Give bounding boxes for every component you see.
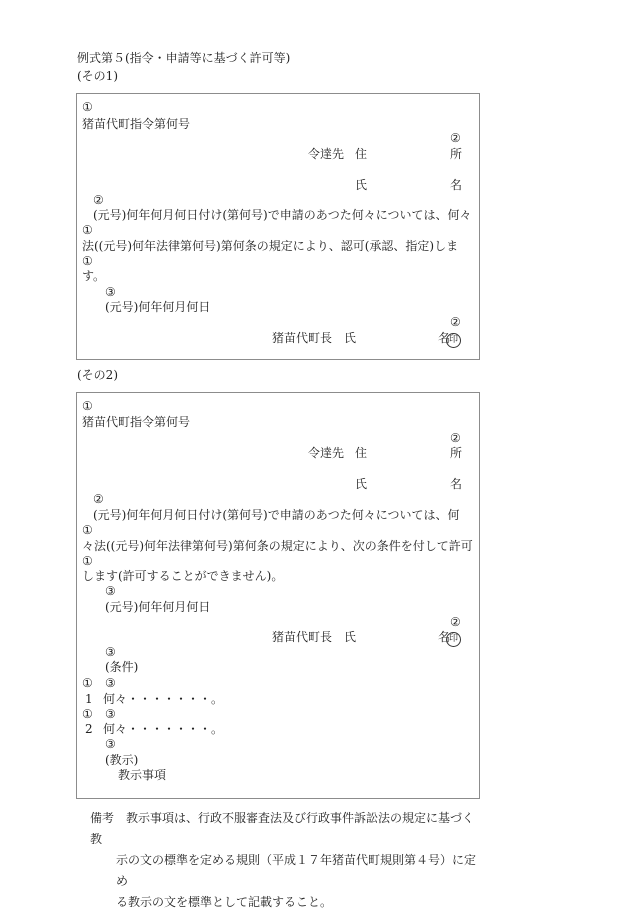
form2-date: (元号)何年何月何日 (105, 600, 211, 614)
form1-mayor-signature (438, 331, 461, 348)
form2-mark-2b: ② (93, 492, 104, 506)
form2-mark-1c: ① (82, 554, 93, 568)
form2-recipient-label: 令達先 (308, 446, 345, 460)
form2-conditions-heading: (条件) (105, 660, 139, 674)
condition2-text: 何々・・・・・・・。 (103, 722, 224, 736)
form1-mark-1a: ① (82, 100, 93, 114)
form1-mark-2b: ② (93, 193, 104, 207)
seal-icon: 印 (446, 632, 461, 647)
remarks-line1: 教示事項は、行政不服審査法及び行政事件訴訟法の規定に基づく教 (90, 811, 475, 846)
form1-date: (元号)何年何月何日 (105, 300, 211, 314)
remarks-line3: る教示の文を標準として記載すること。 (116, 895, 333, 909)
condition1-number: 1 (85, 692, 93, 706)
form2-mark-3c: ③ (105, 737, 116, 751)
condition2-mark-1: ① (82, 707, 93, 721)
form1-mayor-name: 名 (438, 331, 451, 345)
condition1-mark-3: ③ (105, 676, 116, 690)
form2-address-char1: 住 (355, 446, 368, 460)
part2-label: (その2) (77, 368, 118, 382)
form2-body-line1: (元号)何年何月何日付け(第何号)で申請のあつた何々については、何 (93, 508, 460, 522)
form2-box (76, 392, 480, 799)
form2-mayor-name: 名 (438, 630, 451, 644)
form2-name-char1: 氏 (355, 477, 368, 491)
condition2-mark-3: ③ (105, 707, 116, 721)
form2-instruction-heading: (教示) (105, 753, 139, 767)
form2-body-line3: します(許可することができません)。 (82, 569, 284, 583)
form2-mark-2a: ② (450, 431, 461, 445)
condition1-text: 何々・・・・・・・。 (103, 692, 224, 706)
remarks-line2: 示の文の標準を定める規則（平成１７年猪苗代町規則第４号）に定め (116, 853, 477, 888)
form2-command-number: 猪苗代町指令第何号 (82, 415, 191, 429)
seal-icon: 印 (446, 333, 461, 348)
form2-mark-3b: ③ (105, 645, 116, 659)
form2-mark-1b: ① (82, 523, 93, 537)
form2-mayor-label: 猪苗代町長 氏 (272, 630, 357, 644)
form1-body-line1: (元号)何年何月何日付け(第何号)で申請のあつた何々については、何々 (93, 208, 472, 222)
form2-instruction-text: 教示事項 (118, 768, 167, 782)
form1-box (76, 93, 480, 360)
form2-mark-1a: ① (82, 399, 93, 413)
form2-mark-3a: ③ (105, 584, 116, 598)
form1-mark-1c: ① (82, 254, 93, 268)
form1-mark-1b: ① (82, 223, 93, 237)
form2-body-line2: 々法((元号)何年法律第何号)第何条の規定により、次の条件を付して許可 (82, 539, 473, 553)
form1-address-char2: 所 (450, 147, 463, 161)
form2-mark-2c: ② (450, 615, 461, 629)
form1-command-number: 猪苗代町指令第何号 (82, 117, 191, 131)
form1-body-line2: 法((元号)何年法律第何号)第何条の規定により、認可(承認、指定)しま (82, 239, 459, 253)
form1-name-char1: 氏 (355, 178, 368, 192)
form1-mark-3a: ③ (105, 285, 116, 299)
form1-body-line3: す。 (82, 269, 106, 283)
form1-address-char1: 住 (355, 147, 368, 161)
remarks (90, 808, 480, 913)
form2-name-char2: 名 (450, 477, 463, 491)
form2-mayor-signature (438, 630, 461, 647)
form2-address-char2: 所 (450, 446, 463, 460)
form1-name-char2: 名 (450, 178, 463, 192)
form1-recipient-label: 令達先 (308, 147, 345, 161)
part1-label: (その1) (77, 69, 118, 83)
condition1-mark-1: ① (82, 676, 93, 690)
remarks-label: 備考 (90, 811, 115, 825)
form1-mayor-label: 猪苗代町長 氏 (272, 331, 357, 345)
form1-mark-2c: ② (450, 315, 461, 329)
document-title: 例式第５(指令・申請等に基づく許可等) (77, 51, 291, 65)
condition2-number: 2 (85, 722, 93, 736)
form1-mark-2a: ② (450, 131, 461, 145)
